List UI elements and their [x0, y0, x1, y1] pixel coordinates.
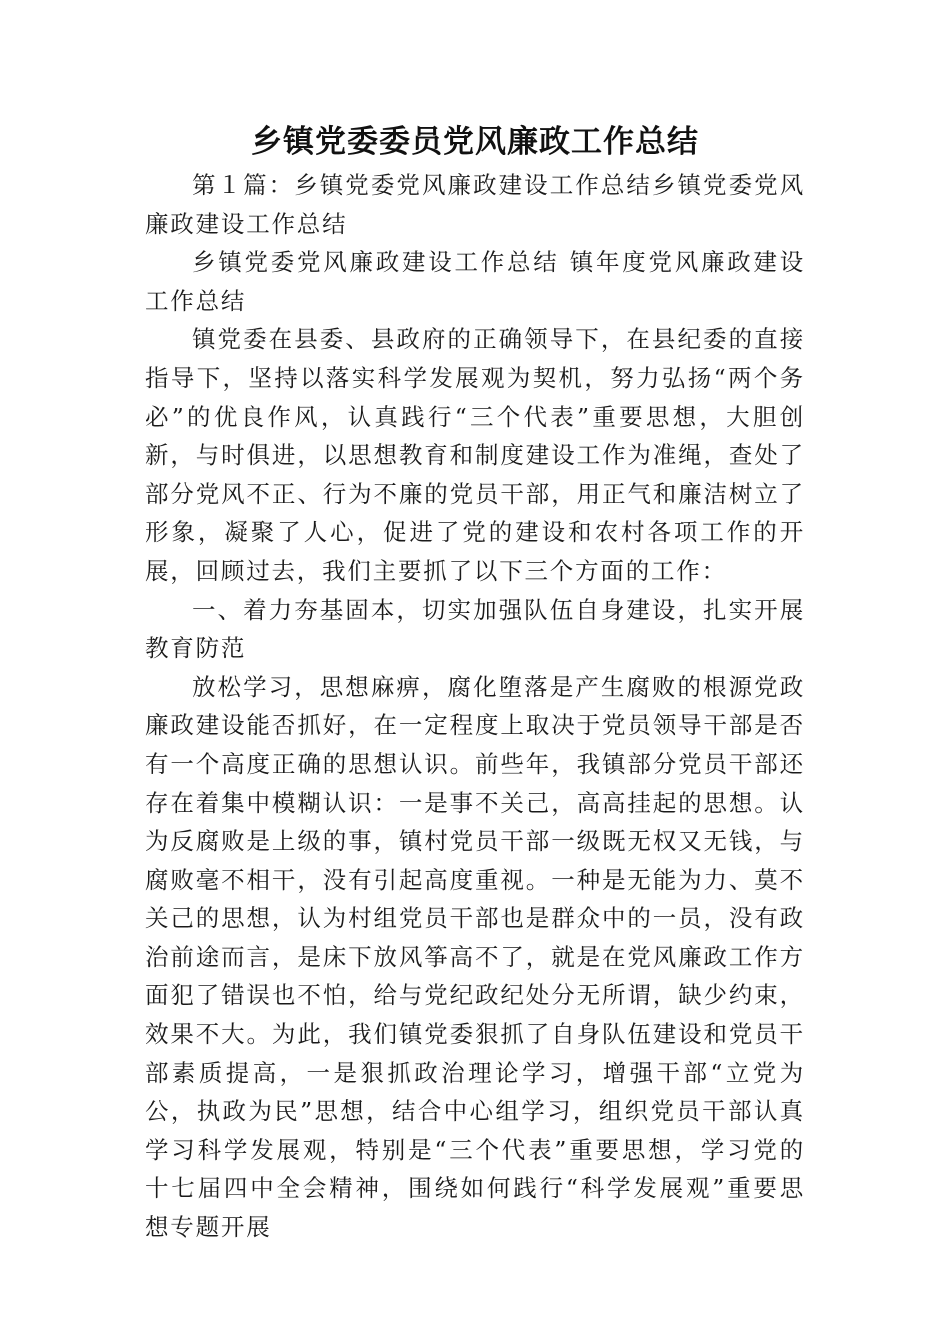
document-body [145, 166, 805, 1247]
paragraph-subtitle: 乡镇党委党风廉政建设工作总结 镇年度党风廉政建设工作总结 [145, 248, 805, 315]
document-title: 乡镇党委委员党风廉政工作总结 [251, 124, 699, 160]
paragraph-intro: 镇党委在县委、县政府的正确领导下，在县纪委的直接指导下，坚持以落实科学发展观为契机，努力弘扬“两个务必”的优良作风，认真践行“三个代表”重要思想，大胆创新，与时俱进，以思想教育和制度建设工作为准绳，查处了部分党风不正、行为不廉的党员干部，用正气和廉洁树立了形象，凝聚了人心，促进了党的建设和农村各项工作的开展，回顾过去，我们主要抓了以下三个方面的工作： [145, 325, 805, 585]
paragraph-body: 放松学习，思想麻痹，腐化堕落是产生腐败的根源党政廉政建设能否抓好，在一定程度上取决于党员领导干部是否有一个高度正确的思想认识。前些年，我镇部分党员干部还存在着集中模糊认识：一是事不关己，高高挂起的思想。认为反腐败是上级的事，镇村党员干部一级既无权又无钱，与腐败毫不相干，没有引起高度重视。一种是无能为力、莫不关己的思想，认为村组党员干部也是群众中的一员，没有政治前途而言，是床下放风筝高不了，就是在党风廉政工作方面犯了错误也不怕，给与党纪政纪处分无所谓，缺少约束，效果不大。为此，我们镇党委狠抓了自身队伍建设和党员干部素质提高，一是狠抓政治理论学习，增强干部“立党为公，执政为民”思想，结合中心组学习，组织党员干部认真学习科学发展观，特别是“三个代表”重要思想，学习党的十七届四中全会精神，围绕如何践行“科学发展观”重要思想专题开展 [145, 672, 805, 1242]
paragraph-section-heading: 一、着力夯基固本，切实加强队伍自身建设，扎实开展教育防范 [145, 595, 805, 663]
paragraph-heading-chapter: 第１篇：乡镇党委党风廉政建设工作总结乡镇党委党风廉政建设工作总结 [145, 171, 805, 238]
